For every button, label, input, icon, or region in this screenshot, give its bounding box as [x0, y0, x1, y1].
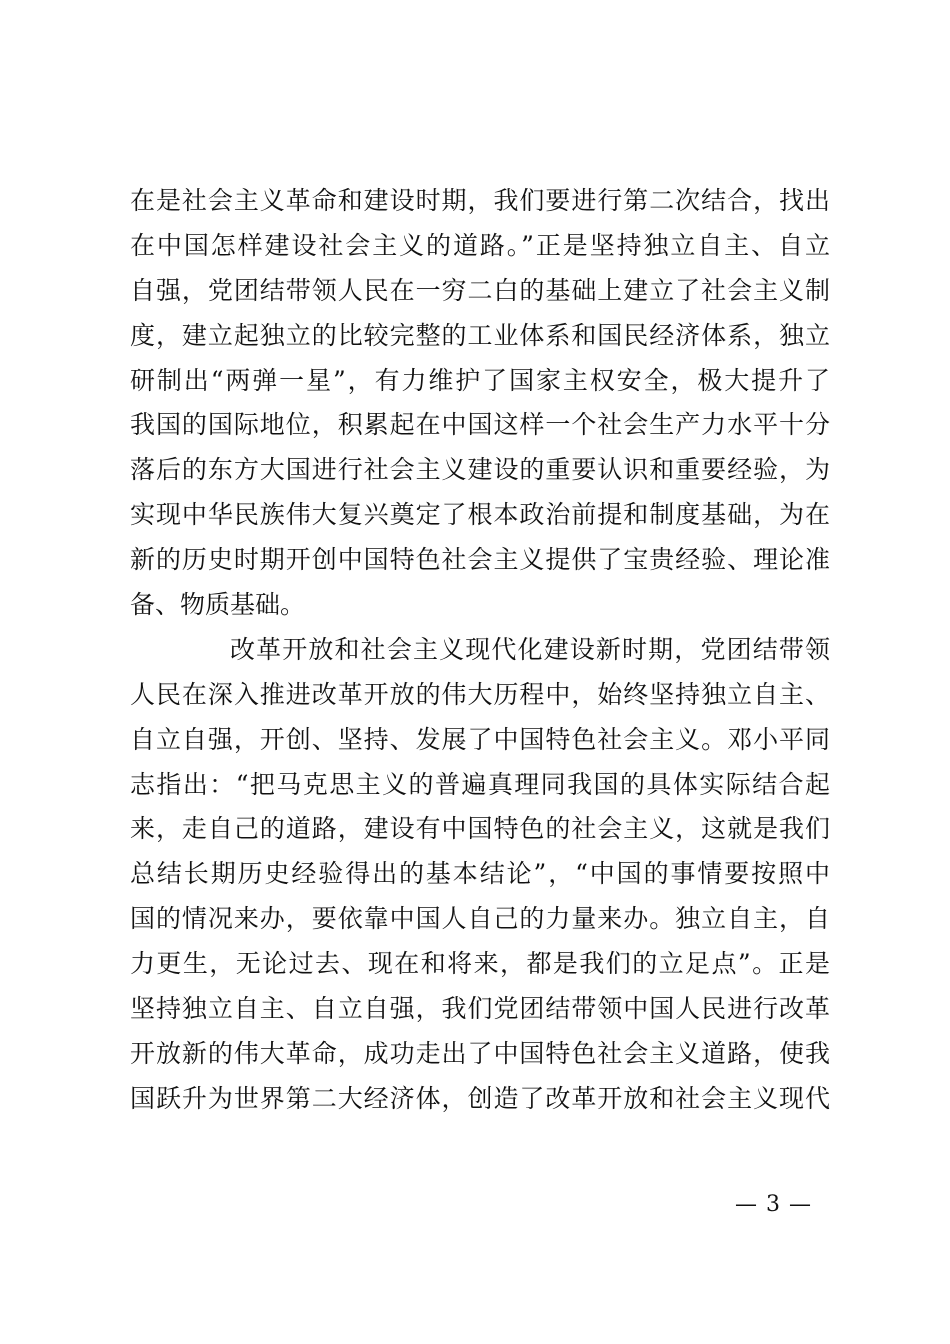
text-line: 改革开放和社会主义现代化建设新时期，党团结带领 — [230, 634, 832, 664]
text-line: 新的历史时期开创中国特色社会主义提供了宝贵经验、理论准 — [130, 545, 831, 575]
text-line: 备、物质基础。 — [130, 590, 306, 620]
text-line: 在是社会主义革命和建设时期，我们要进行第二次结合，找出 — [130, 186, 831, 215]
text-line: 总结长期历史经验得出的基本结论”，“中国的事情要按照中 — [130, 859, 832, 889]
text-line: 度，建立起独立的比较完整的工业体系和国民经济体系，独立 — [130, 320, 831, 350]
text-line: 开放新的伟大革命，成功走出了中国特色社会主义道路，使我 — [130, 1038, 831, 1068]
text-line: 落后的东方大国进行社会主义建设的重要认识和重要经验，为 — [130, 455, 831, 485]
text-line: 自强，党团结带领人民在一穷二白的基础上建立了社会主义制 — [130, 275, 831, 305]
page-number: — 3 — — [735, 1192, 812, 1217]
text-line: 自立自强，开创、坚持、发展了中国特色社会主义。邓小平同 — [130, 724, 831, 754]
text-line: 志指出：“把马克思主义的普遍真理同我国的具体实际结合起 — [130, 769, 832, 799]
text-line: 来，走自己的道路，建设有中国特色的社会主义，这就是我们 — [130, 814, 831, 844]
text-line: 实现中华民族伟大复兴奠定了根本政治前提和制度基础，为在 — [130, 500, 831, 530]
paragraph-2 — [130, 628, 830, 1122]
text-line: 坚持独立自主、自立自强，我们党团结带领中国人民进行改革 — [130, 994, 831, 1024]
text-line: 国的情况来办，要依靠中国人自己的力量来办。独立自主，自 — [130, 904, 831, 934]
text-line: 我国的国际地位，积累起在中国这样一个社会生产力水平十分 — [130, 410, 831, 440]
text-line: 研制出“两弹一星”，有力维护了国家主权安全，极大提升了 — [130, 365, 832, 395]
paragraph-1 — [130, 179, 830, 628]
text-line: 力更生，无论过去、现在和将来，都是我们的立足点”。正是 — [130, 949, 832, 979]
body-text — [130, 179, 830, 1122]
text-line: 在中国怎样建设社会主义的道路。”正是坚持独立自主、自立 — [130, 230, 832, 260]
text-line: 国跃升为世界第二大经济体，创造了改革开放和社会主义现代 — [130, 1083, 831, 1113]
text-line: 人民在深入推进改革开放的伟大历程中，始终坚持独立自主、 — [130, 679, 831, 709]
